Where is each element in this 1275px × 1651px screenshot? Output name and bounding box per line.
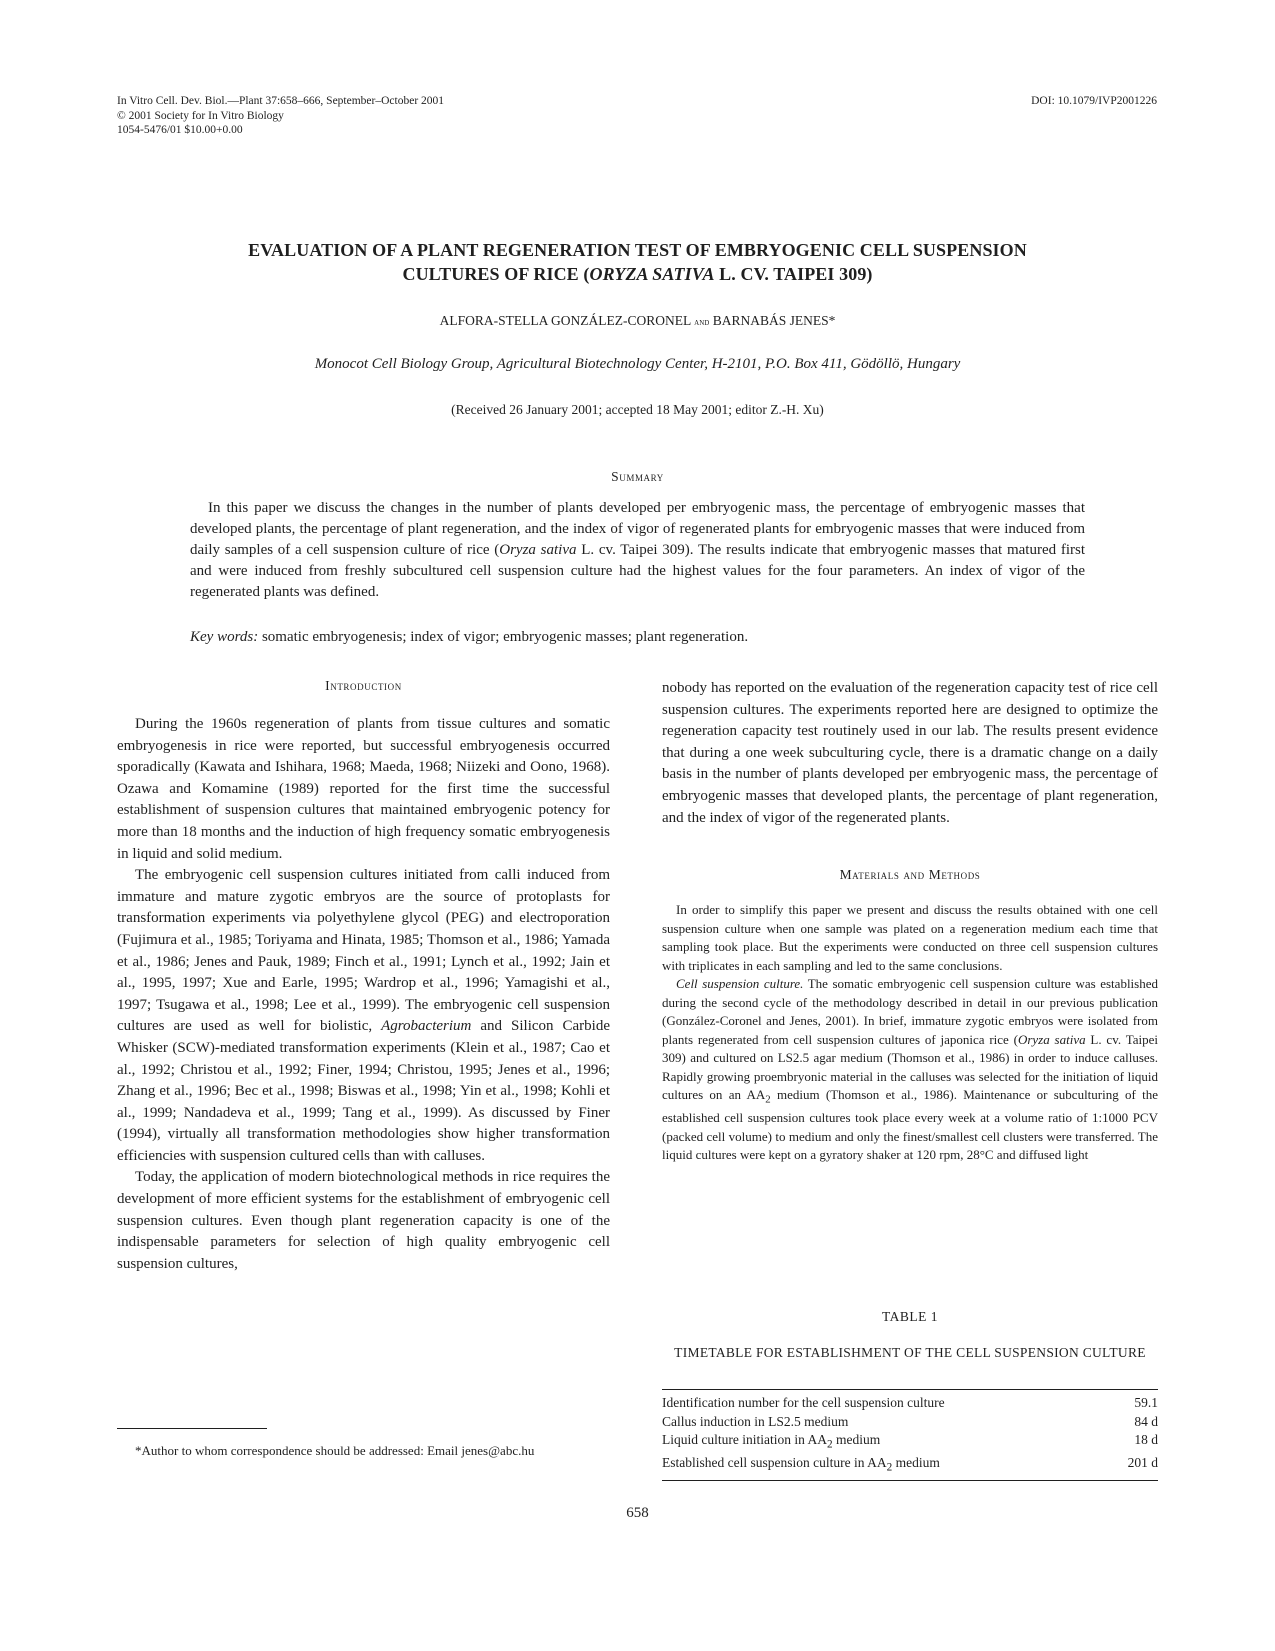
keywords-text: somatic embryogenesis; index of vigor; embryogenic masses; plant regeneration. <box>258 629 749 645</box>
table-cell-label: Callus induction in LS2.5 medium <box>662 1413 849 1429</box>
methods-paragraph-2: Cell suspension culture. The somatic embryogenic cell suspension culture was established during the second cycle of the methodology described in detail in our previous publication (González-Coronel and Jenes, 2001). In brief, immature zygotic embryos were isolated from plants regenerated from cell suspension cultures of japonica rice (Oryza sativa L. cv. Taipei 309) and cultured on LS2.5 agar medium (Thomson et al., 1986) in order to induce calluses. Rapidly growing proembryonic material in the calluses was selected for the initiation of liquid cultures on an $AA_2$ medium (Thomson et al., 1986). Maintenance or subculturing of the established cell suspension cultures took place every week at a volume ratio of 1:1000 PCV (packed cell volume) to medium and only the finest/smallest cell clusters were transferred. The liquid cultures were kept on a gyratory shaker at 120 rpm, 28°C and diffused light <box>662 976 1158 1163</box>
correspondence-footnote: *Author to whom correspondence should be addressed: Email jenes@abc.hu <box>135 1443 535 1458</box>
table-number: TABLE 1 <box>881 1309 939 1324</box>
right-column <box>662 678 1158 1165</box>
page-number: 658 <box>626 1505 649 1521</box>
author-1: ALFORA-STELLA GONZÁLEZ-CORONEL <box>439 313 691 328</box>
table-cell-label: Liquid culture initiation in $AA_2$ medium <box>662 1432 881 1451</box>
table-row <box>662 1413 1158 1432</box>
left-column <box>117 678 610 1275</box>
received-dates: (Received 26 January 2001; accepted 18 May 2001; editor Z.-H. Xu) <box>451 402 824 417</box>
table-cell-value: 201 d <box>1127 1455 1158 1471</box>
methods-paragraph-1: In order to simplify this paper we present and discuss the results obtained with one cell suspension culture when one sample was plated on a regeneration medium each time that sampling took place. But the experiments were conducted on three cell suspension cultures with triplicates in each sampling and led to the same conclusions. <box>662 902 1158 973</box>
footnote-divider <box>117 1428 267 1429</box>
keywords <box>190 627 1085 648</box>
table-cell-label: Established cell suspension culture in $AA_2$ medium <box>662 1455 940 1474</box>
methods-heading: Materials and Methods <box>839 867 981 883</box>
affiliation: Monocot Cell Biology Group, Agricultural Biotechnology Center, H-2101, P.O. Box 411, Gödöllö, Hungary <box>314 356 961 372</box>
article-title <box>117 238 1158 286</box>
keywords-label: Key words: <box>190 629 259 645</box>
doi-line: DOI: 10.1079/IVP2001226 <box>1031 95 1157 107</box>
summary-heading: Summary <box>611 469 664 484</box>
intro-paragraph-3-continued: nobody has reported on the evaluation of the regeneration capacity test of rice cell suspension cultures. The experiments reported here are designed to optimize the regeneration capacity test routinely used in our lab. The results present evidence that during a one week subculturing cycle, there is a dramatic change on a daily basis in the number of plants developed per embryogenic mass, the percentage of embryogenic masses that developed plants, the percentage of plant regeneration, and the index of vigor of the regenerated plants. <box>662 680 1158 826</box>
author-2: BARNABÁS JENES* <box>712 313 836 328</box>
table-cell-value: 59.1 <box>1134 1395 1158 1410</box>
title-line-1: EVALUATION OF A PLANT REGENERATION TEST OF EMBRYOGENIC CELL SUSPENSION <box>248 240 1027 260</box>
journal-line: In Vitro Cell. Dev. Biol.—Plant 37:658–666, September–October 2001 <box>117 95 445 107</box>
author-conjunction: and <box>694 317 710 328</box>
author-list <box>117 313 1158 329</box>
summary-text: In this paper we discuss the changes in the number of plants developed per embryogenic mass, the percentage of embryogenic masses that developed plants, the percentage of plant regeneration, and the index of vigor of regenerated plants for embryogenic masses that were induced from daily samples of a cell suspension culture of rice (Oryza sativa L. cv. Taipei 309). The results indicate that embryogenic masses that matured first and were induced from freshly subcultured cell suspension culture had the highest values for the four parameters. An index of vigor of the regenerated plants was defined. <box>190 500 1086 600</box>
intro-paragraph-3: Today, the application of modern biotechnological methods in rice requires the development of more efficient systems for the establishment of embryogenic cell suspension cultures. Even though plant regeneration capacity is one of the indispensable parameters for selection of high quality embryogenic cell suspension cultures, <box>117 1169 610 1272</box>
table-cell-value: 18 d <box>1134 1432 1158 1447</box>
copyright-line: © 2001 Society for In Vitro Biology <box>117 109 284 122</box>
table-title: TIMETABLE FOR ESTABLISHMENT OF THE CELL SUSPENSION CULTURE <box>674 1345 1146 1360</box>
timetable-table <box>662 1389 1158 1481</box>
subsection-label: Cell suspension culture. <box>676 976 804 992</box>
table-row <box>662 1394 1158 1413</box>
introduction-heading: Introduction <box>325 678 402 693</box>
table-row <box>662 1454 1158 1477</box>
title-line-2: CULTURES OF RICE (ORYZA SATIVA L. CV. TAIPEI 309) <box>402 264 873 284</box>
table-cell-label: Identification number for the cell suspension culture <box>662 1395 945 1410</box>
table-row <box>662 1431 1158 1454</box>
issn-line: 1054-5476/01 $10.00+0.00 <box>117 124 243 136</box>
journal-citation-header <box>117 94 444 138</box>
intro-paragraph-2: The embryogenic cell suspension cultures initiated from calli induced from immature and mature zygotic embryos are the source of protoplasts for transformation experiments via polyethylene glycol (PEG) and electroporation (Fujimura et al., 1985; Toriyama and Hinata, 1985; Thomson et al., 1986; Yamada et al., 1986; Jenes and Pauk, 1989; Finch et al., 1991; Lynch et al., 1992; Jain et al., 1995, 1997; Xue and Earle, 1995; Wardrop et al., 1996; Yamagishi et al., 1997; Tsugawa et al., 1998; Lee et al., 1999). The embryogenic cell suspension cultures are used as well for biolistic, Agrobacterium and Silicon Carbide Whisker (SCW)-mediated transformation experiments (Klein et al., 1987; Cao et al., 1992; Christou et al., 1992; Finer, 1994; Christou, 1995; Jenes et al., 1996; Zhang et al., 1996; Bec et al., 1998; Biswas et al., 1998; Yin et al., 1998; Kohli et al., 1999; Nandadeva et al., 1999; Tang et al., 1999). As discussed by Finer (1994), virtually all transformation methodologies show higher transformation efficiencies with suspension cultured cells than with calluses. <box>117 867 610 1164</box>
species-name: ORYZA SATIVA <box>589 264 715 284</box>
intro-paragraph-1: During the 1960s regeneration of plants from tissue cultures and somatic embryogenesis in rice were reported, but successful embryogenesis occurred sporadically (Kawata and Ishihara, 1968; Maeda, 1968; Niizeki and Oono, 1968). Ozawa and Komamine (1989) reported for the first time the successful establishment of suspension cultures that maintained embryogenic potency for more than 18 months and the induction of high frequency somatic embryogenesis in liquid and solid medium. <box>117 716 610 862</box>
table-cell-value: 84 d <box>1134 1413 1158 1429</box>
